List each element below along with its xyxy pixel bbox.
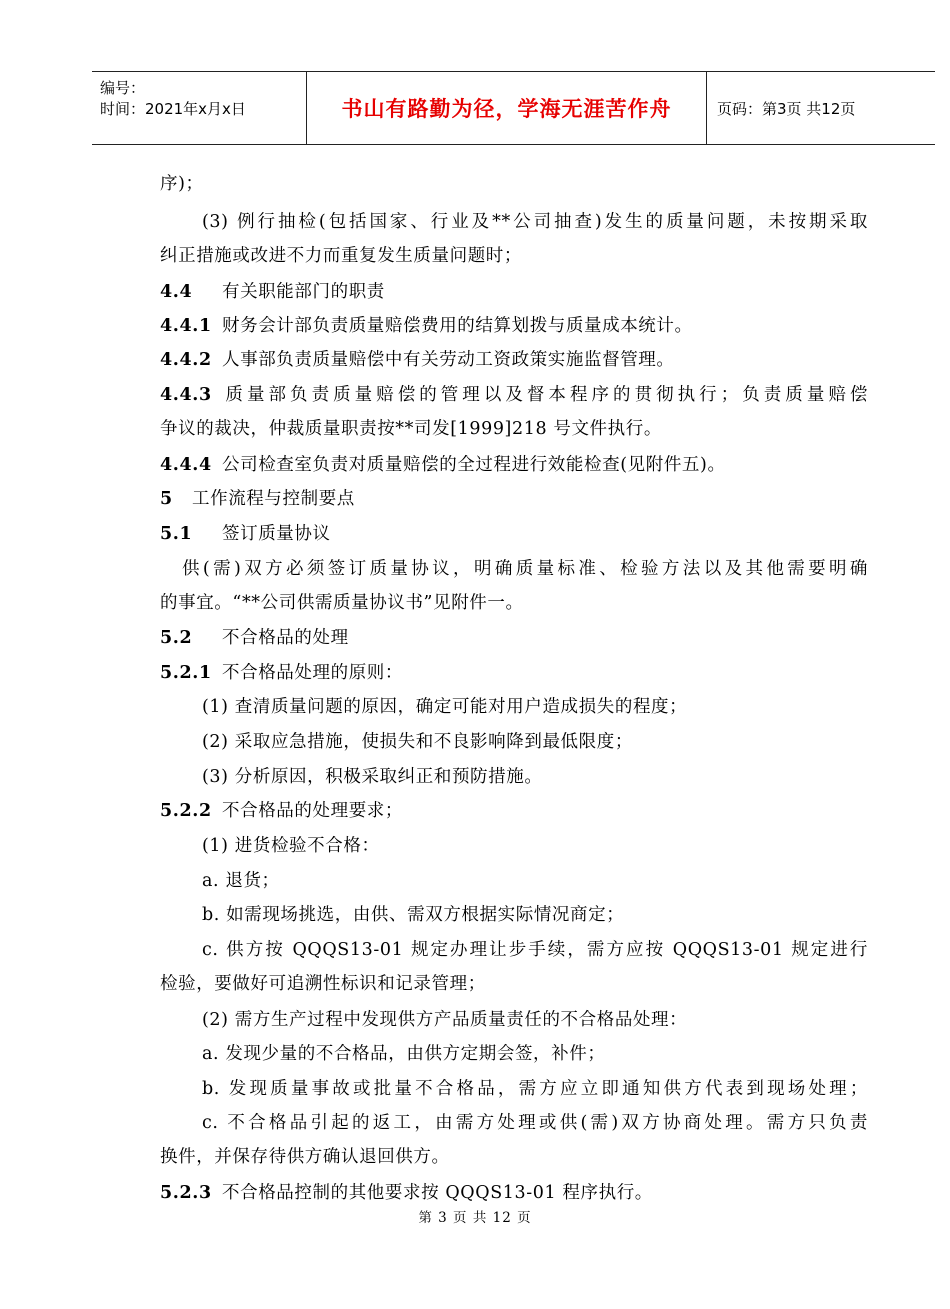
list-item: (2) 采取应急措施，使损失和不良影响降到最低限度； xyxy=(202,732,633,752)
section-heading: 4.4.1 财务会计部负责质量赔偿费用的结算划拨与质量成本统计。 xyxy=(160,316,693,336)
header-page-number: 页码：第3页 共12页 xyxy=(717,99,856,118)
section-number: 4.4 xyxy=(160,282,193,302)
text-line: 的事宜。“**公司供需质量协议书”见附件一。 xyxy=(160,593,524,613)
section-number: 4.4.1 xyxy=(160,316,212,336)
section-number: 4.4.2 xyxy=(160,350,212,370)
text-line: 纠正措施或改进不力而重复发生质量问题时； xyxy=(160,246,522,266)
section-heading: 5 工作流程与控制要点 xyxy=(160,489,355,509)
section-heading: 4.4.3 质量部负责质量赔偿的管理以及督本程序的贯彻执行；负责质量赔偿 xyxy=(160,385,868,405)
list-item: c. 不合格品引起的返工，由需方处理或供(需)双方协商处理。需方只负责 xyxy=(202,1113,868,1133)
section-number: 5 xyxy=(160,489,173,509)
list-item: (2) 需方生产过程中发现供方产品质量责任的不合格品处理： xyxy=(202,1010,688,1030)
header-motto: 书山有路勤为径，学海无涯苦作舟 xyxy=(307,72,707,144)
list-item: (1) 进货检验不合格： xyxy=(202,836,380,856)
section-number: 5.2.1 xyxy=(160,663,212,683)
text-line: 供(需)双方必须签订质量协议，明确质量标准、检验方法以及其他需要明确 xyxy=(182,559,868,579)
text-line: 争议的裁决，仲裁质量职责按**司发[1999]218 号文件执行。 xyxy=(160,419,662,439)
text-line: (3) 例行抽检(包括国家、行业及**公司抽查)发生的质量问题，未按期采取 xyxy=(202,212,868,232)
section-heading: 5.2 不合格品的处理 xyxy=(160,628,349,648)
section-number: 5.2.2 xyxy=(160,801,212,821)
text-line: 换件，并保存待供方确认退回供方。 xyxy=(160,1147,450,1167)
section-heading: 4.4.4 公司检查室负责对质量赔偿的全过程进行效能检查(见附件五)。 xyxy=(160,455,726,475)
section-number: 5.2.3 xyxy=(160,1183,212,1203)
section-heading: 5.2.2 不合格品的处理要求； xyxy=(160,801,403,821)
page-footer: 第 3 页 共 12 页 xyxy=(418,1210,532,1226)
list-item: b. 如需现场挑选，由供、需双方根据实际情况商定； xyxy=(202,905,625,925)
list-item: a. 退货； xyxy=(202,871,280,891)
list-item: a. 发现少量的不合格品，由供方定期会签，补件； xyxy=(202,1044,606,1064)
list-item: b. 发现质量事故或批量不合格品，需方应立即通知供方代表到现场处理； xyxy=(202,1079,868,1099)
section-number: 5.2 xyxy=(160,628,193,648)
header-meta xyxy=(92,72,307,144)
section-heading: 4.4 有关职能部门的职责 xyxy=(160,282,385,302)
page-header xyxy=(92,71,935,145)
document-number-label: 编号： xyxy=(100,79,146,97)
section-number: 4.4.3 xyxy=(160,385,212,405)
document-time-label: 时间：2021年x月x日 xyxy=(100,100,246,118)
section-number: 5.1 xyxy=(160,524,193,544)
list-item: (1) 查清质量问题的原因，确定可能对用户造成损失的程度； xyxy=(202,697,688,717)
section-number: 4.4.4 xyxy=(160,455,212,475)
section-heading: 5.2.1 不合格品处理的原则： xyxy=(160,663,403,683)
text-line: 检验，要做好可追溯性标识和记录管理； xyxy=(160,974,486,994)
section-heading: 4.4.2 人事部负责质量赔偿中有关劳动工资政策实施监督管理。 xyxy=(160,350,675,370)
list-item: c. 供方按 QQQS13-01 规定办理让步手续，需方应按 QQQS13-01 规定进行 xyxy=(202,940,868,960)
section-heading: 5.1 签订质量协议 xyxy=(160,524,331,544)
list-item: (3) 分析原因，积极采取纠正和预防措施。 xyxy=(202,767,543,787)
text-line: 序)； xyxy=(160,174,204,194)
section-heading: 5.2.3 不合格品控制的其他要求按 QQQS13-01 程序执行。 xyxy=(160,1183,653,1203)
